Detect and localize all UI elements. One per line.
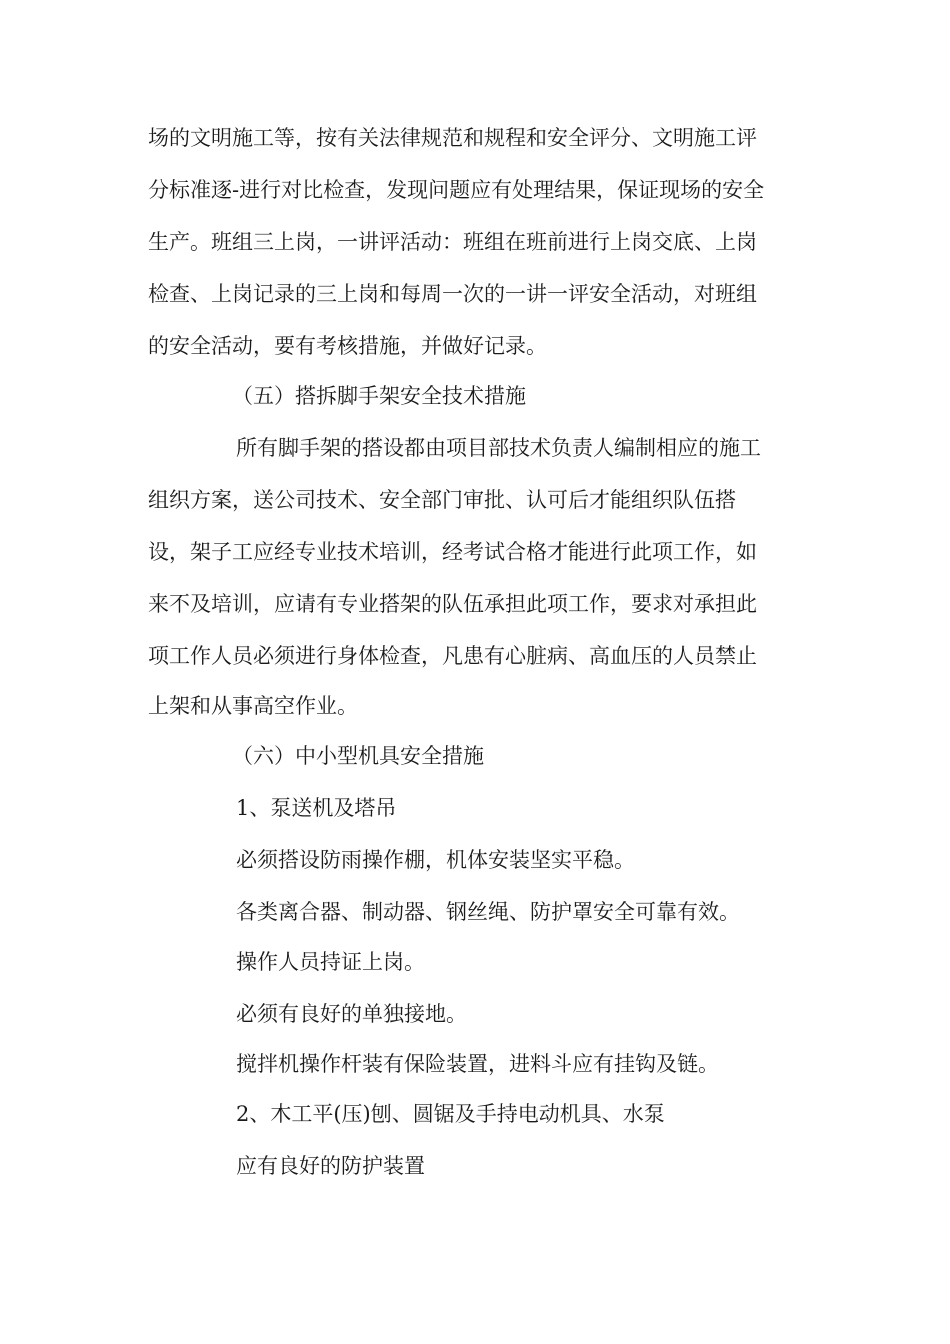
list-item-title: 1、泵送机及塔吊	[236, 796, 397, 820]
paragraph-line: 上架和从事高空作业。	[148, 694, 358, 718]
list-item: 必须搭设防雨操作棚，机体安装坚实平稳。	[236, 848, 635, 872]
list-item: 应有良好的防护装置	[236, 1154, 425, 1178]
list-item-title: 2、木工平(压)刨、圆锯及手持电动机具、水泵	[236, 1102, 665, 1126]
list-item: 各类离合器、制动器、钢丝绳、防护罩安全可靠有效。	[236, 900, 740, 924]
paragraph-line: 设，架子工应经专业技术培训，经考试合格才能进行此项工作，如	[148, 540, 757, 564]
paragraph-line: 所有脚手架的搭设都由项目部技术负责人编制相应的施工	[236, 436, 761, 460]
paragraph-line: 来不及培训，应请有专业搭架的队伍承担此项工作，要求对承担此	[148, 592, 757, 616]
paragraph-line: 分标准逐-进行对比检查，发现问题应有处理结果，保证现场的安全	[148, 178, 765, 202]
paragraph-line: 组织方案，送公司技术、安全部门审批、认可后才能组织队伍搭	[148, 488, 736, 512]
list-item: 操作人员持证上岗。	[236, 950, 425, 974]
list-item: 必须有良好的单独接地。	[236, 1002, 467, 1026]
paragraph-line: 生产。班组三上岗，一讲评活动：班组在班前进行上岗交底、上岗	[148, 230, 757, 254]
paragraph-line: 的安全活动，要有考核措施，并做好记录。	[148, 334, 547, 358]
paragraph-line: 项工作人员必须进行身体检查，凡患有心脏病、高血压的人员禁止	[148, 644, 757, 668]
paragraph-line: 场的文明施工等，按有关法律规范和规程和安全评分、文明施工评	[148, 126, 757, 150]
section-heading: （五）搭拆脚手架安全技术措施	[232, 384, 526, 408]
section-heading: （六）中小型机具安全措施	[232, 744, 484, 768]
paragraph-line: 检查、上岗记录的三上岗和每周一次的一讲一评安全活动，对班组	[148, 282, 757, 306]
list-item: 搅拌机操作杆装有保险装置，进料斗应有挂钩及链。	[236, 1052, 719, 1076]
